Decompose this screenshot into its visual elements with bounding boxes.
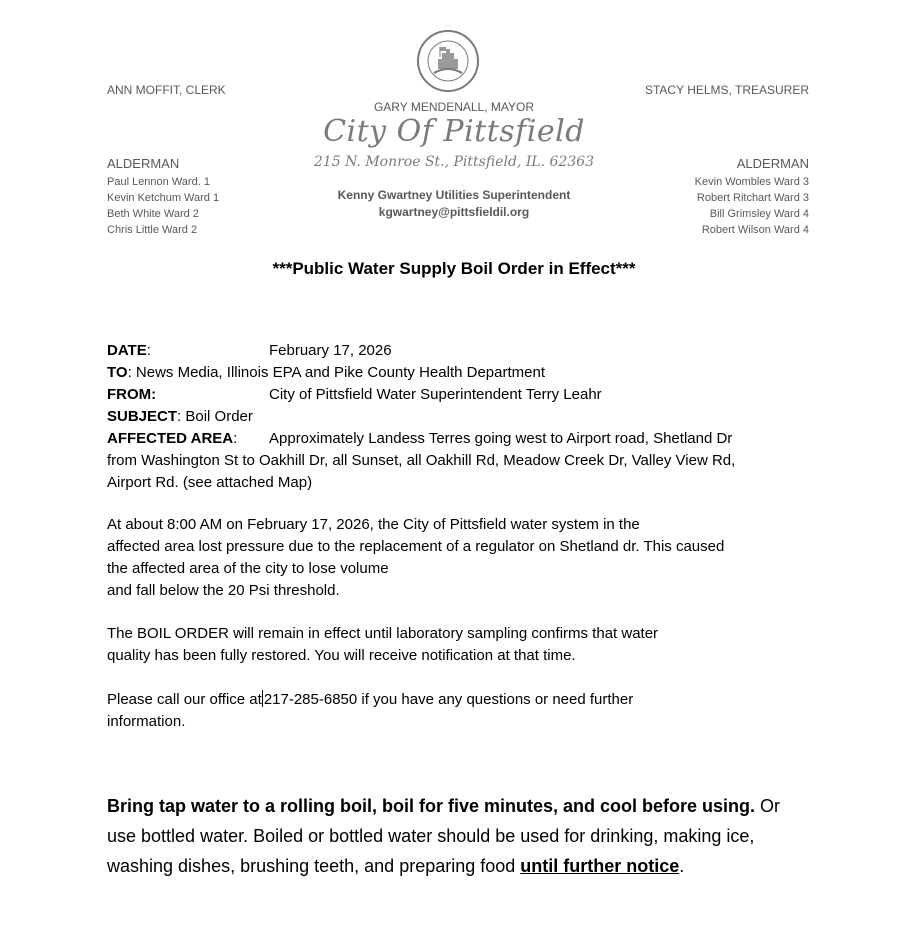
paragraph-line: At about 8:00 AM on February 17, 2026, the City of Pittsfield water system in the [107, 516, 640, 533]
to-label: TO [107, 364, 128, 381]
to-value: News Media, Illinois EPA and Pike County Health Department [135, 364, 545, 381]
superintendent-name: Kenny Gwartney Utilities Superintendent [337, 188, 571, 202]
until-further-notice: until further notice [520, 856, 680, 876]
alderman-title: ALDERMAN [107, 156, 180, 171]
text-cursor [262, 690, 263, 707]
boil-instructions [107, 791, 807, 881]
boil-order-paragraph [107, 623, 807, 667]
paragraph-line: The BOIL ORDER will remain in effect until laboratory sampling confirms that water [107, 625, 659, 642]
memo-subject-row: SUBJECT: Boil Order [107, 408, 253, 425]
paragraph-line: affected area lost pressure due to the replacement of a regulator on Shetland dr. This caused [107, 538, 725, 555]
alderman-name: Kevin Ketchum Ward 1 [107, 192, 220, 204]
boil-instruction-end: . [679, 856, 685, 876]
clerk-name: ANN MOFFIT, CLERK [107, 83, 226, 97]
alderman-name: Robert Ritchart Ward 3 [696, 192, 809, 204]
date-label: DATE [107, 342, 147, 359]
alderman-name: Beth White Ward 2 [107, 208, 199, 220]
alderman-name: Bill Grimsley Ward 4 [709, 208, 809, 220]
subject-value: Boil Order [185, 408, 253, 425]
paragraph-line: information. [107, 713, 186, 730]
memo-header [107, 340, 807, 494]
alderman-name: Chris Little Ward 2 [107, 224, 198, 236]
mayor-name: GARY MENDENALL, MAYOR [373, 100, 535, 114]
boil-instruction-text: Or use bottled water. Boiled or bottled water should be used for drinking, making ice, washing dishes, brushing teeth, and preparing food [107, 796, 781, 876]
alderman-name: Kevin Wombles Ward 3 [694, 176, 809, 188]
city-name: City Of Pittsfield [323, 114, 585, 149]
alderman-name: Paul Lennon Ward. 1 [107, 176, 210, 188]
alderman-title: ALDERMAN [736, 156, 809, 171]
treasurer-name: STACY HELMS, TREASURER [644, 83, 809, 97]
city-seal-logo [416, 29, 480, 93]
alderman-name: Robert Wilson Ward 4 [701, 224, 809, 236]
from-value: City of Pittsfield Water Superintendent Terry Leahr [269, 386, 602, 403]
contact-text: Please call our office at [107, 691, 262, 708]
boil-instruction-bold: Bring tap water to a rolling boil, boil for five minutes, and cool before using. [107, 796, 756, 816]
memo-to-row: TO: News Media, Illinois EPA and Pike County Health Department [107, 364, 545, 381]
contact-paragraph [107, 689, 807, 733]
memo-area-row: AFFECTED AREA: Approximately Landess Terres going west to Airport road, Shetland Dr [107, 428, 807, 450]
superintendent-email[interactable]: kgwartney@pittsfieldil.org [378, 205, 530, 219]
memo-from-row: FROM: City of Pittsfield Water Superintendent Terry Leahr [107, 384, 807, 406]
memo-date-row: DATE: February 17, 2026 [107, 340, 807, 362]
from-label: FROM [107, 386, 152, 403]
area-value-line3: Airport Rd. (see attached Map) [107, 474, 313, 491]
area-value-line2: from Washington St to Oakhill Dr, all Sunset, all Oakhill Rd, Meadow Creek Dr, Valley View Rd, [107, 452, 736, 469]
date-value: February 17, 2026 [269, 342, 392, 359]
area-value-line1: Approximately Landess Terres going west to Airport road, Shetland Dr [269, 430, 733, 447]
paragraph-line: quality has been fully restored. You will receive notification at that time. [107, 647, 576, 664]
area-label: AFFECTED AREA [107, 430, 234, 447]
phone-text: 217-285-6850 if you have any questions or need further [263, 691, 634, 708]
subject-label: SUBJECT [107, 408, 178, 425]
incident-paragraph [107, 514, 807, 602]
city-address: 215 N. Monroe St., Pittsfield, IL. 62363 [313, 154, 595, 170]
paragraph-line [107, 689, 807, 711]
page-title: ***Public Water Supply Boil Order in Effect*** [272, 259, 636, 278]
paragraph-line: and fall below the 20 Psi threshold. [107, 582, 340, 599]
paragraph-line: the affected area of the city to lose volume [107, 560, 389, 577]
